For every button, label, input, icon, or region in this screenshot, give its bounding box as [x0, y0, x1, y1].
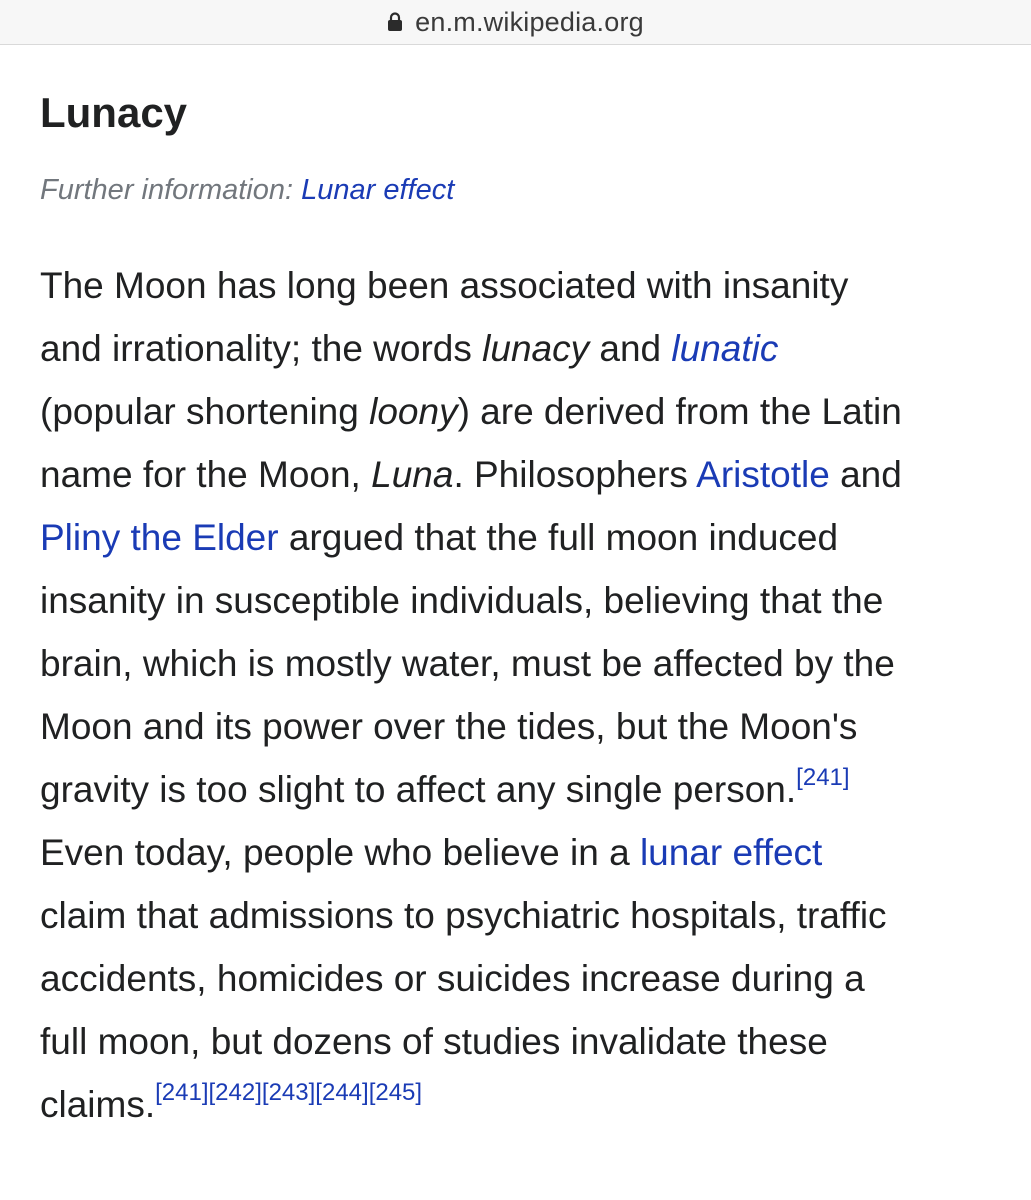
paragraph-line: [40, 581, 1000, 644]
text-run: insanity in susceptible individuals, believing that the: [40, 580, 884, 621]
text-run: and: [589, 328, 672, 369]
citation-link-241[interactable]: [241]: [796, 763, 850, 791]
italic-term-luna: Luna: [371, 454, 454, 495]
citation-group: [155, 1079, 422, 1106]
text-run: gravity is too slight to affect any single person.: [40, 769, 797, 810]
paragraph-line: [40, 1022, 1000, 1085]
browser-address-bar[interactable]: [0, 0, 1031, 45]
text-run: claims.: [40, 1084, 156, 1125]
link-lunar-effect[interactable]: lunar effect: [639, 832, 823, 873]
italic-term-lunacy: lunacy: [482, 328, 590, 369]
citation: [796, 764, 849, 791]
italic-term-loony: loony: [369, 391, 458, 432]
link-aristotle[interactable]: Aristotle: [696, 454, 830, 495]
citation-link-242[interactable]: [242]: [208, 1078, 262, 1106]
paragraph-line: [40, 763, 1000, 833]
section-heading: Lunacy: [40, 89, 188, 136]
text-run: . Philosophers: [453, 454, 697, 495]
text-run: claim that admissions to psychiatric hospitals, traffic: [40, 895, 887, 936]
paragraph-line: [40, 833, 1000, 896]
text-run: (popular shortening: [40, 391, 370, 432]
text-run: Moon and its power over the tides, but the Moon's: [40, 706, 858, 747]
text-run: brain, which is mostly water, must be affected by the: [40, 643, 895, 684]
paragraph-line: [40, 455, 1000, 518]
hatnote-link-lunar-effect[interactable]: Lunar effect: [301, 174, 455, 206]
hatnote-prefix: Further information:: [40, 174, 302, 206]
text-run: and irrationality; the words: [40, 328, 483, 369]
text-run: Even today, people who believe in a: [40, 832, 640, 873]
paragraph-line: [40, 1078, 1000, 1148]
paragraph-line: [40, 707, 1000, 770]
paragraph-line: [40, 959, 1000, 1022]
citation-link-241[interactable]: [241]: [155, 1078, 209, 1106]
link-pliny-the-elder[interactable]: Pliny the Elder: [40, 517, 279, 558]
text-run: argued that the full moon induced: [278, 517, 839, 558]
citation-link-244[interactable]: [244]: [315, 1078, 369, 1106]
lock-icon: [387, 12, 403, 32]
citation-link-243[interactable]: [243]: [261, 1078, 316, 1106]
link-lunatic[interactable]: lunatic: [671, 328, 779, 369]
text-run: and: [829, 454, 902, 495]
hatnote: [40, 172, 454, 208]
text-run: full moon, but dozens of studies invalidate these: [40, 1021, 828, 1062]
text-run: ) are derived from the Latin: [457, 391, 902, 432]
text-run: name for the Moon,: [40, 454, 372, 495]
paragraph-line: [40, 896, 1000, 959]
paragraph-line: [40, 518, 1000, 581]
text-run: The Moon has long been associated with insanity: [40, 265, 849, 306]
article-paragraph: [40, 266, 1000, 1148]
paragraph-line: [40, 392, 1000, 455]
text-run: accidents, homicides or suicides increase during a: [40, 958, 865, 999]
paragraph-line: [40, 644, 1000, 707]
citation-link-245[interactable]: [245]: [368, 1078, 423, 1106]
paragraph-line: [40, 266, 1000, 329]
url-host[interactable]: en.m.wikipedia.org: [415, 6, 644, 37]
paragraph-line: [40, 329, 1000, 392]
